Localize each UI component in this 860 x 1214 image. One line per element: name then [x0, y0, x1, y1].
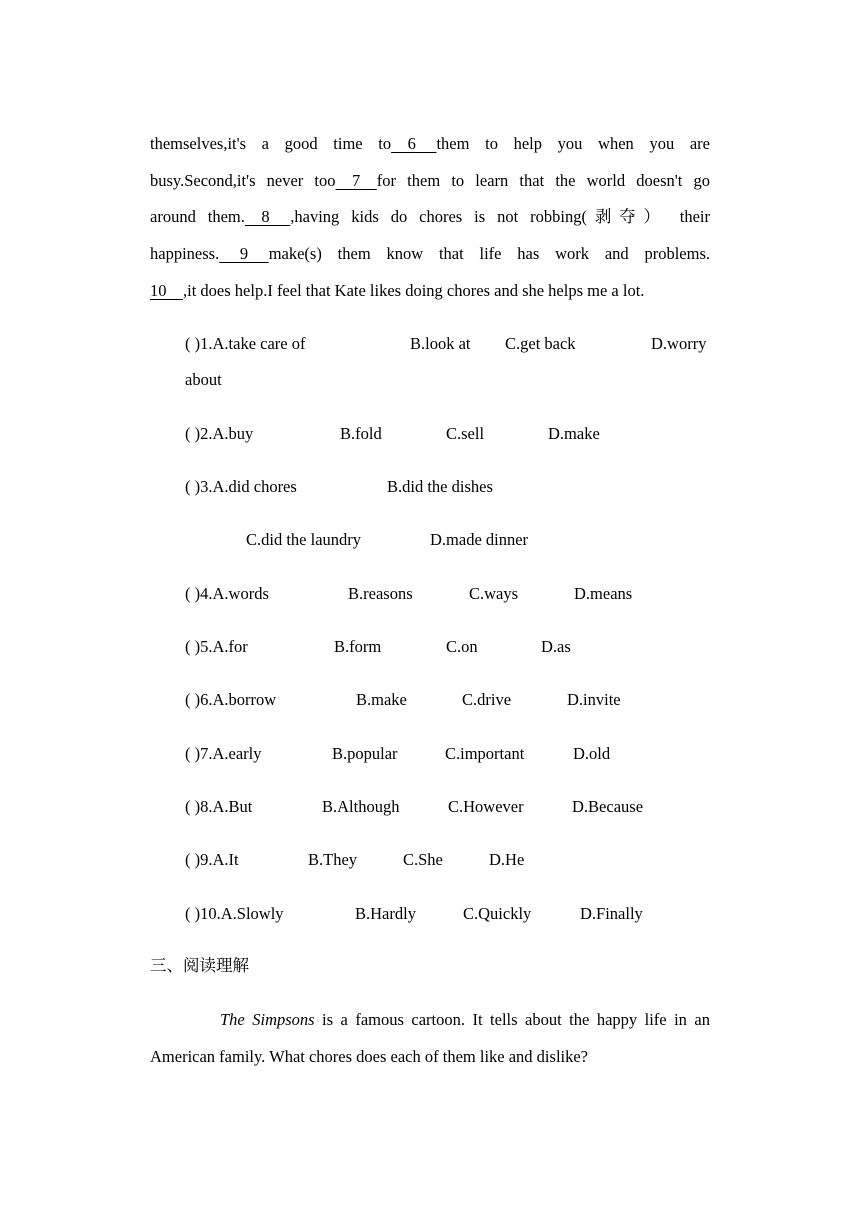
question-5	[185, 629, 571, 665]
reading-passage	[150, 1002, 710, 1075]
passage-text: ,having kids do chores is not robbing(剥夺） their	[290, 207, 710, 227]
passage-line-2	[150, 163, 710, 200]
passage-text: for them to learn that the world doesn't go	[376, 170, 710, 190]
option-d: D.worry	[651, 334, 707, 353]
passage-text: themselves,it's a good time to	[150, 134, 392, 153]
option-d: D.Because	[572, 797, 644, 816]
option-d: D.invite	[567, 690, 621, 709]
option-b: B.form	[334, 637, 382, 656]
section-heading: 三、阅读理解	[150, 956, 249, 975]
question-stem: ( )4.A.words	[185, 584, 269, 603]
question-6	[185, 682, 621, 718]
option-c: C.However	[448, 797, 524, 816]
option-b: B.did the dishes	[387, 477, 493, 496]
option-c: C.get back	[505, 334, 576, 353]
option-b: B.look at	[410, 334, 471, 353]
reading-line-2: American family. What chores does each of them like and dislike?	[150, 1046, 589, 1066]
passage-text: happiness.	[150, 244, 220, 264]
option-b: B.popular	[332, 744, 398, 763]
passage-text: make(s) them know that life has work and problems.	[268, 244, 710, 264]
option-d: D.Finally	[580, 904, 643, 923]
question-9	[185, 842, 525, 878]
option-c: C.ways	[469, 584, 519, 603]
passage-text: around them.	[150, 207, 245, 227]
passage-text: them to help you when you are	[436, 134, 710, 153]
option-b: B.Although	[322, 797, 400, 816]
option-b: B.They	[308, 850, 358, 869]
option-c: C.She	[403, 850, 443, 869]
option-c: C.Quickly	[463, 904, 532, 923]
option-d: D.He	[489, 850, 525, 869]
reading-text: is a famous cartoon. It tells about the happy life in an	[314, 1010, 710, 1029]
question-3	[185, 469, 493, 505]
cloze-passage	[150, 126, 710, 309]
blank-6: 6	[407, 134, 416, 153]
blank-8: 8	[261, 207, 270, 227]
option-c: C.sell	[446, 424, 485, 443]
passage-line-5	[150, 273, 710, 310]
option-c: C.did the laundry	[246, 530, 362, 549]
question-4	[185, 576, 633, 612]
question-stem: ( )6.A.borrow	[185, 690, 277, 709]
question-10	[185, 896, 643, 932]
question-stem: ( )2.A.buy	[185, 424, 254, 443]
question-stem: ( )5.A.for	[185, 637, 248, 656]
option-d: D.old	[573, 744, 611, 763]
question-stem: ( )8.A.But	[185, 797, 253, 816]
question-stem: ( )3.A.did chores	[185, 477, 297, 496]
option-b: B.make	[356, 690, 407, 709]
question-stem: ( )1.A.take care of	[185, 334, 306, 353]
blank-10: 10	[150, 280, 167, 300]
option-d: D.as	[541, 637, 571, 656]
option-c: C.drive	[462, 690, 512, 709]
question-stem: ( )10.A.Slowly	[185, 904, 284, 923]
passage-text: ,it does help.I feel that Kate likes doing chores and she helps me a lot.	[183, 280, 645, 300]
option-b: B.reasons	[348, 584, 413, 603]
option-b: B.Hardly	[355, 904, 416, 923]
option-b: B.fold	[340, 424, 382, 443]
question-7	[185, 736, 611, 772]
question-1	[185, 326, 710, 398]
option-c: C.on	[446, 637, 478, 656]
passage-text: busy.Second,it's never too	[150, 170, 336, 190]
option-d: D.means	[574, 584, 633, 603]
question-stem: ( )7.A.early	[185, 744, 262, 763]
option-d-continued: about	[185, 370, 222, 389]
passage-line-4	[150, 236, 710, 273]
option-d: D.made dinner	[430, 530, 529, 549]
question-2	[185, 416, 600, 452]
question-stem: ( )9.A.It	[185, 850, 239, 869]
question-8	[185, 789, 644, 825]
blank-7: 7	[352, 170, 361, 190]
passage-line-3	[150, 199, 710, 236]
cartoon-title: The Simpsons	[220, 1010, 315, 1029]
blank-9: 9	[239, 244, 249, 264]
option-c: C.important	[445, 744, 525, 763]
passage-line-1	[150, 126, 710, 163]
reading-line-1	[150, 1002, 710, 1039]
option-d: D.make	[548, 424, 600, 443]
